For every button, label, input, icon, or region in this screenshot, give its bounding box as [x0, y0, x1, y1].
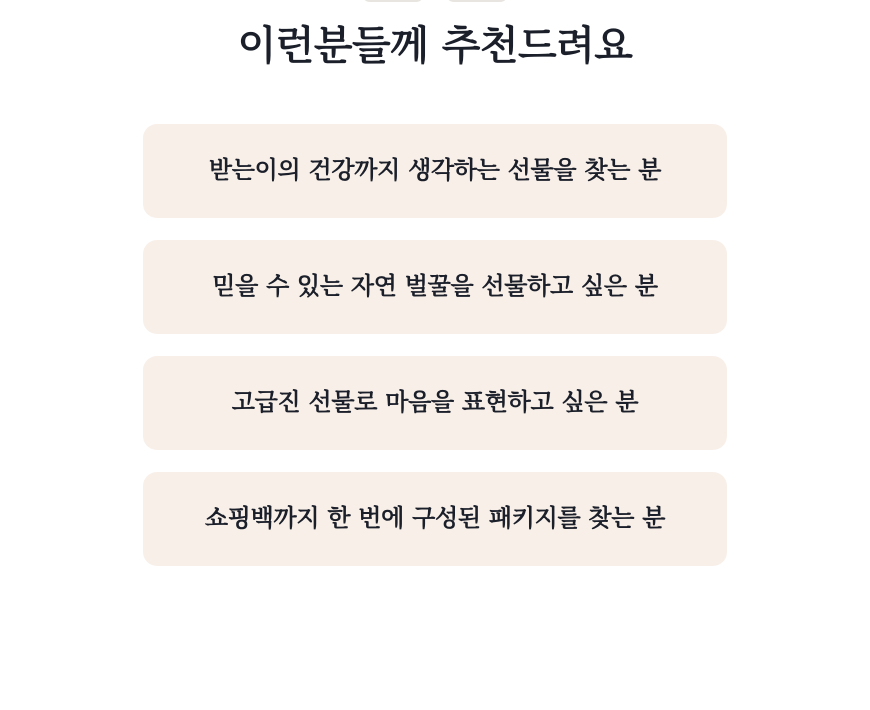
recommendation-card — [143, 356, 727, 450]
recommendation-card-text: 쇼핑백까지 한 번에 구성된 패키지를 찾는 분 — [204, 504, 666, 533]
recommendation-card — [143, 124, 727, 218]
recommendation-card-text: 고급진 선물로 마음을 표현하고 싶은 분 — [231, 388, 639, 417]
decorative-pill-right — [446, 0, 508, 2]
recommendation-card — [143, 472, 727, 566]
recommendation-card-text: 믿을 수 있는 자연 벌꿀을 선물하고 싶은 분 — [212, 272, 658, 301]
cropped-top-decoration — [0, 0, 870, 2]
recommendation-card-text: 받는이의 건강까지 생각하는 선물을 찾는 분 — [208, 156, 662, 185]
recommendation-card — [143, 240, 727, 334]
decorative-pill-left — [362, 0, 424, 2]
section-heading: 이런분들께 추천드려요 — [237, 23, 633, 69]
recommendation-card-list — [0, 124, 870, 566]
